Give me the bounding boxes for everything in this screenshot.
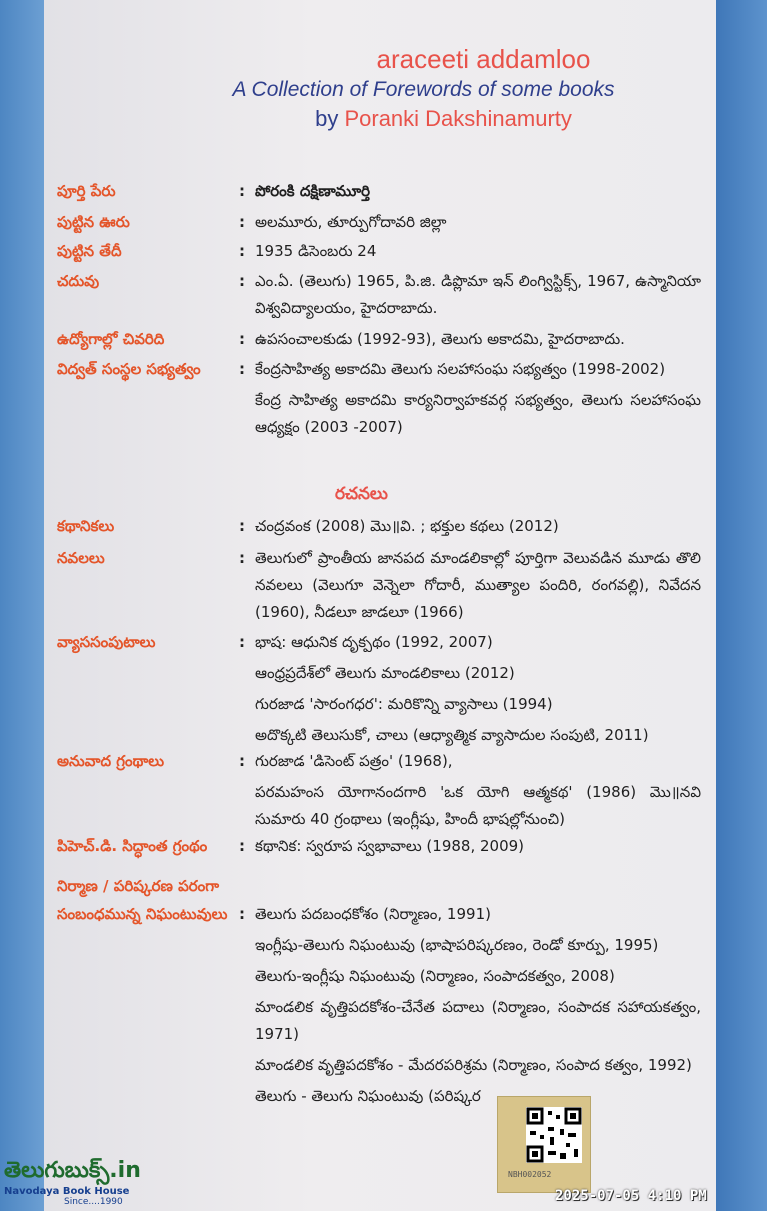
works-value: గురజాడ 'డిసెంట్ పత్రం' (1968), పరమహంస యోగానందగారి 'ఒక యోగి ఆత్మకథ' (1986) మొ॥నవి సుమారు 40 గ్రంథాలు (ఇంగ్లీషు, హిందీ భాషల్లోనుంచి)	[255, 752, 701, 828]
colon: :	[239, 272, 245, 290]
qr-code-label: NBH002052	[508, 1170, 552, 1179]
colon: :	[239, 213, 245, 231]
bio-label: పూర్తి పేరు	[57, 182, 116, 200]
logo-publisher-name: Navodaya Book House	[4, 1186, 130, 1197]
works-label: నిర్మాణ / పరిష్కరణ పరంగా	[57, 877, 220, 895]
book-subtitle: A Collection of Forewords of some books	[232, 78, 615, 101]
bio-label: పుట్టిన తేదీ	[57, 242, 122, 260]
qr-code-icon	[526, 1107, 582, 1163]
bio-label: ఉద్యోగాల్లో చివరిది	[57, 330, 165, 348]
bio-value: అలమూరు, తూర్పుగోదావరి జిల్లా	[255, 213, 447, 231]
bio-value: 1935 డిసెంబరు 24	[255, 242, 377, 260]
colon: :	[239, 242, 245, 260]
photo-timestamp: 2025-07-05 4:10 PM	[555, 1188, 707, 1204]
logo-since: Since....1990	[64, 1197, 123, 1207]
colon: :	[239, 182, 245, 200]
author-name: Poranki Dakshinamurty	[344, 106, 572, 131]
colon: :	[239, 752, 245, 770]
works-label: వ్యాససంపుటాలు	[57, 633, 156, 651]
works-label: నవలలు	[57, 549, 105, 567]
works-value: చంద్రవంక (2008) మొ॥వి. ; భక్తుల కథలు (2012)	[255, 517, 559, 535]
works-value: తెలుగులో ప్రాంతీయ జానపద మాండలికాల్లో పూర్తిగా వెలువడిన మూడు తొలి నవలలు (వెలుగూ వెన్నెలా గోదారీ, ముత్యాల పందిరి, రంగవల్లి), నివేదన (1960), నీడలూ జాడలూ (1966)	[255, 549, 701, 621]
bio-label: పుట్టిన ఊరు	[57, 213, 130, 231]
bio-value: ఉపసంచాలకుడు (1992-93), తెలుగు అకాదమి, హైదరాబాదు.	[255, 330, 625, 348]
colon: :	[239, 633, 245, 651]
works-section-title: రచనలు	[335, 484, 388, 504]
works-label: అనువాద గ్రంథాలు	[57, 752, 165, 770]
bio-value: ఎం.ఏ. (తెలుగు) 1965, పి.జి. డిప్లొమా ఇన్ లింగ్విస్టిక్స్, 1967, ఉస్మానియా విశ్వవిద్యాలయం, హైదరాబాదు.	[255, 272, 701, 317]
colon: :	[239, 549, 245, 567]
colon: :	[239, 360, 245, 378]
book-spine-left	[0, 0, 44, 1211]
colon: :	[239, 837, 245, 855]
works-value: కథానిక: స్వరూప స్వభావాలు (1988, 2009)	[255, 837, 525, 855]
works-value: తెలుగు పదబంధకోశం (నిర్మాణం, 1991) ఇంగ్లీషు-తెలుగు నిఘంటువు (భాషాపరిష్కరణం, రెండో కూర్పు, 1995) తెలుగు-ఇంగ్లీషు నిఘంటువు (నిర్మాణం, సంపాదకత్వం, 2008) మాండలిక వృత్తిపదకోశం-చేనేత పదాలు (నిర్మాణం, సంపాదక సహాయకత్వం, 1971) మాండలిక వృత్తిపదకోశం - మేదరపరిశ్రమ (నిర్మాణం, సంపాద కత్వం, 1992) తెలుగు - తెలుగు నిఘంటువు (పరిష్కర	[255, 905, 701, 1105]
works-value: భాష: ఆధునిక దృక్పథం (1992, 2007) ఆంధ్రప్రదేశ్‌లో తెలుగు మాండలికాలు (2012) గురజాడ 'సారంగధర': మరికొన్ని వ్యాసాలు (1994) అదొక్కటి తెలుసుకో, చాలు (ఆధ్యాత్మిక వ్యాసాదుల సంపుటి, 2011)	[255, 633, 649, 744]
works-label: కథానికలు	[57, 517, 115, 535]
bio-label: విద్వత్ సంస్థల సభ్యత్వం	[57, 360, 201, 378]
logo-text: తెలుగుబుక్స్.in	[4, 1158, 141, 1183]
book-edge-right	[716, 0, 767, 1211]
qr-sticker	[497, 1096, 591, 1193]
bio-label: చదువు	[57, 272, 100, 290]
by-prefix: by	[315, 106, 345, 131]
colon: :	[239, 905, 245, 923]
book-author-line	[40, 106, 767, 132]
bio-value: కేంద్రసాహిత్య అకాదమి తెలుగు సలహాసంఘ సభ్యత్వం (1998-2002) కేంద్ర సాహిత్య అకాదమి కార్యనిర్వాహకవర్గ సభ్యత్వం, తెలుగు సలహాసంఘ ఆధ్యక్షం (2003 -2007)	[255, 360, 701, 436]
book-title: araceeti addamloo	[376, 44, 591, 74]
colon: :	[239, 330, 245, 348]
bio-value: పోరంకి దక్షిణామూర్తి	[255, 182, 371, 200]
colon: :	[239, 517, 245, 535]
works-label: సంబంధమున్న నిఘంటువులు	[57, 905, 228, 923]
works-label: పిహెచ్.డి. సిద్ధాంత గ్రంథం	[57, 837, 208, 855]
publisher-logo	[4, 1158, 141, 1207]
